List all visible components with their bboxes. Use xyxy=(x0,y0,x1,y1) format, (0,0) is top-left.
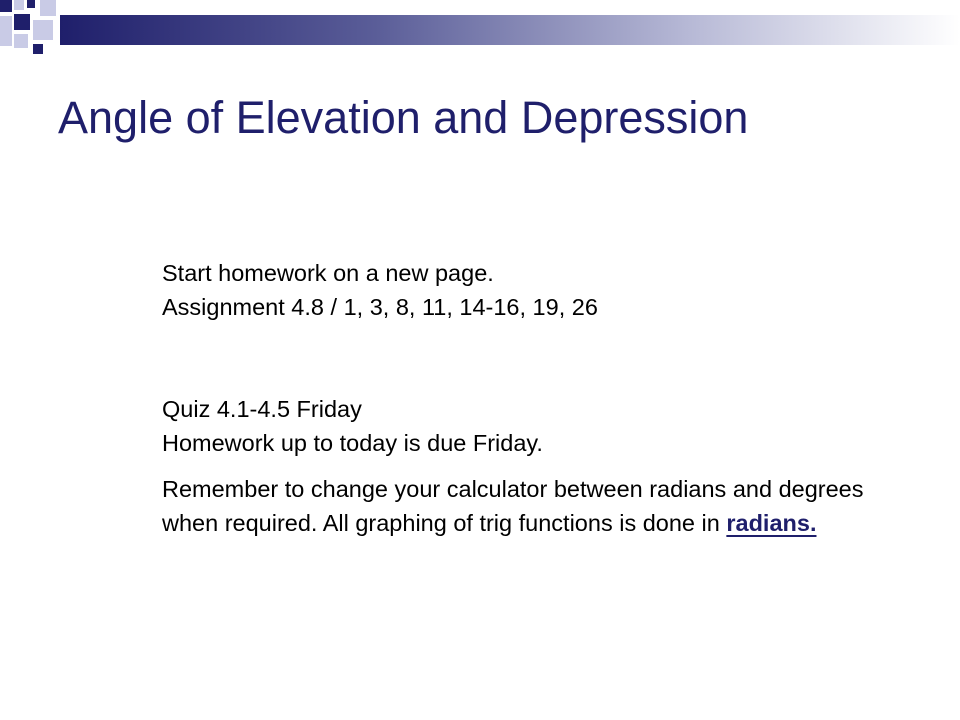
reminder-line-1: Quiz 4.1-4.5 Friday xyxy=(162,396,362,422)
slide-body xyxy=(162,256,882,540)
deco-square-lavender xyxy=(14,34,28,48)
deco-square-lavender xyxy=(14,0,24,10)
header-decoration xyxy=(0,0,960,60)
deco-square-lavender xyxy=(40,0,56,16)
reminder-line-2: Homework up to today is due Friday. xyxy=(162,430,543,456)
deco-square-lavender xyxy=(33,20,53,40)
deco-square-lavender xyxy=(0,16,12,46)
homework-line-1: Start homework on a new page. xyxy=(162,260,494,286)
homework-line-2: Assignment 4.8 / 1, 3, 8, 11, 14-16, 19, 26 xyxy=(162,294,598,320)
calculator-note-emphasis: radians. xyxy=(726,510,817,536)
deco-square-navy xyxy=(27,0,35,8)
slide-title: Angle of Elevation and Depression xyxy=(58,92,749,143)
calculator-note-text: Remember to change your calculator between radians and degrees when required. All graphing of trig functions is done in xyxy=(162,476,864,536)
deco-square-navy xyxy=(0,0,12,12)
calculator-note xyxy=(162,472,882,540)
header-gradient-bar xyxy=(60,15,960,45)
deco-square-navy xyxy=(33,44,43,54)
deco-square-navy xyxy=(14,14,30,30)
